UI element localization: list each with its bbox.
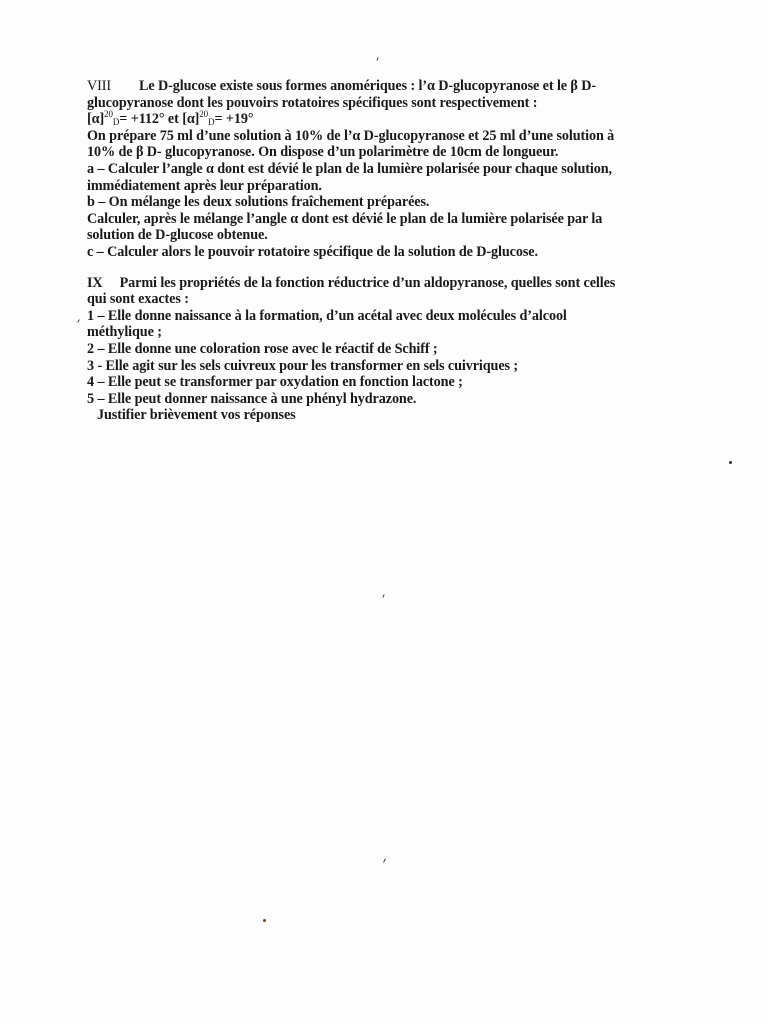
option-1-line-2: méthylique ; [87,324,162,341]
exercise-viii-number: VIII [87,78,112,94]
rot1-sup: 20 [104,109,113,120]
rot2-sub: D [208,117,215,128]
scan-speck [376,57,378,61]
question-a-line-1: a – Calculer l’angle α dont est dévié le plan de la lumière polarisée pour chaque solution, [87,160,612,177]
question-c: c – Calculer alors le pouvoir rotatoire spécifique de la solution de D-glucose. [87,243,538,260]
exercise-ix-text-1: Parmi les propriétés de la fonction réductrice d’un aldopyranose, quelles sont celles [119,274,616,291]
scan-speck [263,919,266,922]
rot2-base: [α] [182,111,200,128]
question-b-line-3: solution de D-glucose obtenue. [87,227,268,244]
exercise-viii-line-2: glucopyranose dont les pouvoirs rotatoires spécifiques sont respectivement : [87,94,538,111]
exercise-viii-line-5: 10% de β D- glucopyranose. On dispose d’un polarimètre de 10cm de longueur. [87,144,559,161]
exercise-viii-line-4: On prépare 75 ml d’une solution à 10% de l’α D-glucopyranose et 25 ml d’une solution à [87,127,615,144]
exercise-viii-text-1: Le D-glucose existe sous formes anomériques : l’α D-glucopyranose et le β D- [139,78,597,94]
rot2-sup: 20 [199,109,209,120]
scan-speck [77,319,80,323]
rot1-value: = +112° et [119,111,183,128]
scan-speck [382,594,384,598]
exercise-ix-line-2: qui sont exactes : [87,291,189,308]
rot1-sub: D [112,117,120,128]
exercise-viii-line-1 [87,78,687,95]
option-1-line-1: 1 – Elle donne naissance à la formation, d’un acétal avec deux molécules d’alcool [87,307,567,324]
question-b-line-2: Calculer, après le mélange l’angle α dont est dévié le plan de la lumière polarisée par la [87,210,603,227]
question-b: b – On mélange les deux solutions fraîchement préparées. [87,194,430,211]
scan-speck [383,858,386,863]
question-a-line-2: immédiatement après leur préparation. [87,177,322,194]
rotatory-powers-line [87,111,687,128]
exercise-ix [87,275,687,424]
option-3: 3 - Elle agit sur les sels cuivreux pour les transformer en sels cuivriques ; [87,357,519,374]
option-5: 5 – Elle peut donner naissance à une phényl hydrazone. [87,390,417,407]
rot2-value: = +19° [214,111,254,128]
justify-instruction: Justifier brièvement vos réponses [97,407,296,424]
exercise-ix-line-1 [87,275,687,292]
exercise-viii [87,78,687,261]
option-2: 2 – Elle donne une coloration rose avec le réactif de Schiff ; [87,340,438,357]
document-body [87,78,687,424]
scan-speck [729,461,732,464]
rot1-base: [α] [87,111,105,128]
option-4: 4 – Elle peut se transformer par oxydation en fonction lactone ; [87,374,463,391]
exercise-ix-number: IX [87,274,103,291]
